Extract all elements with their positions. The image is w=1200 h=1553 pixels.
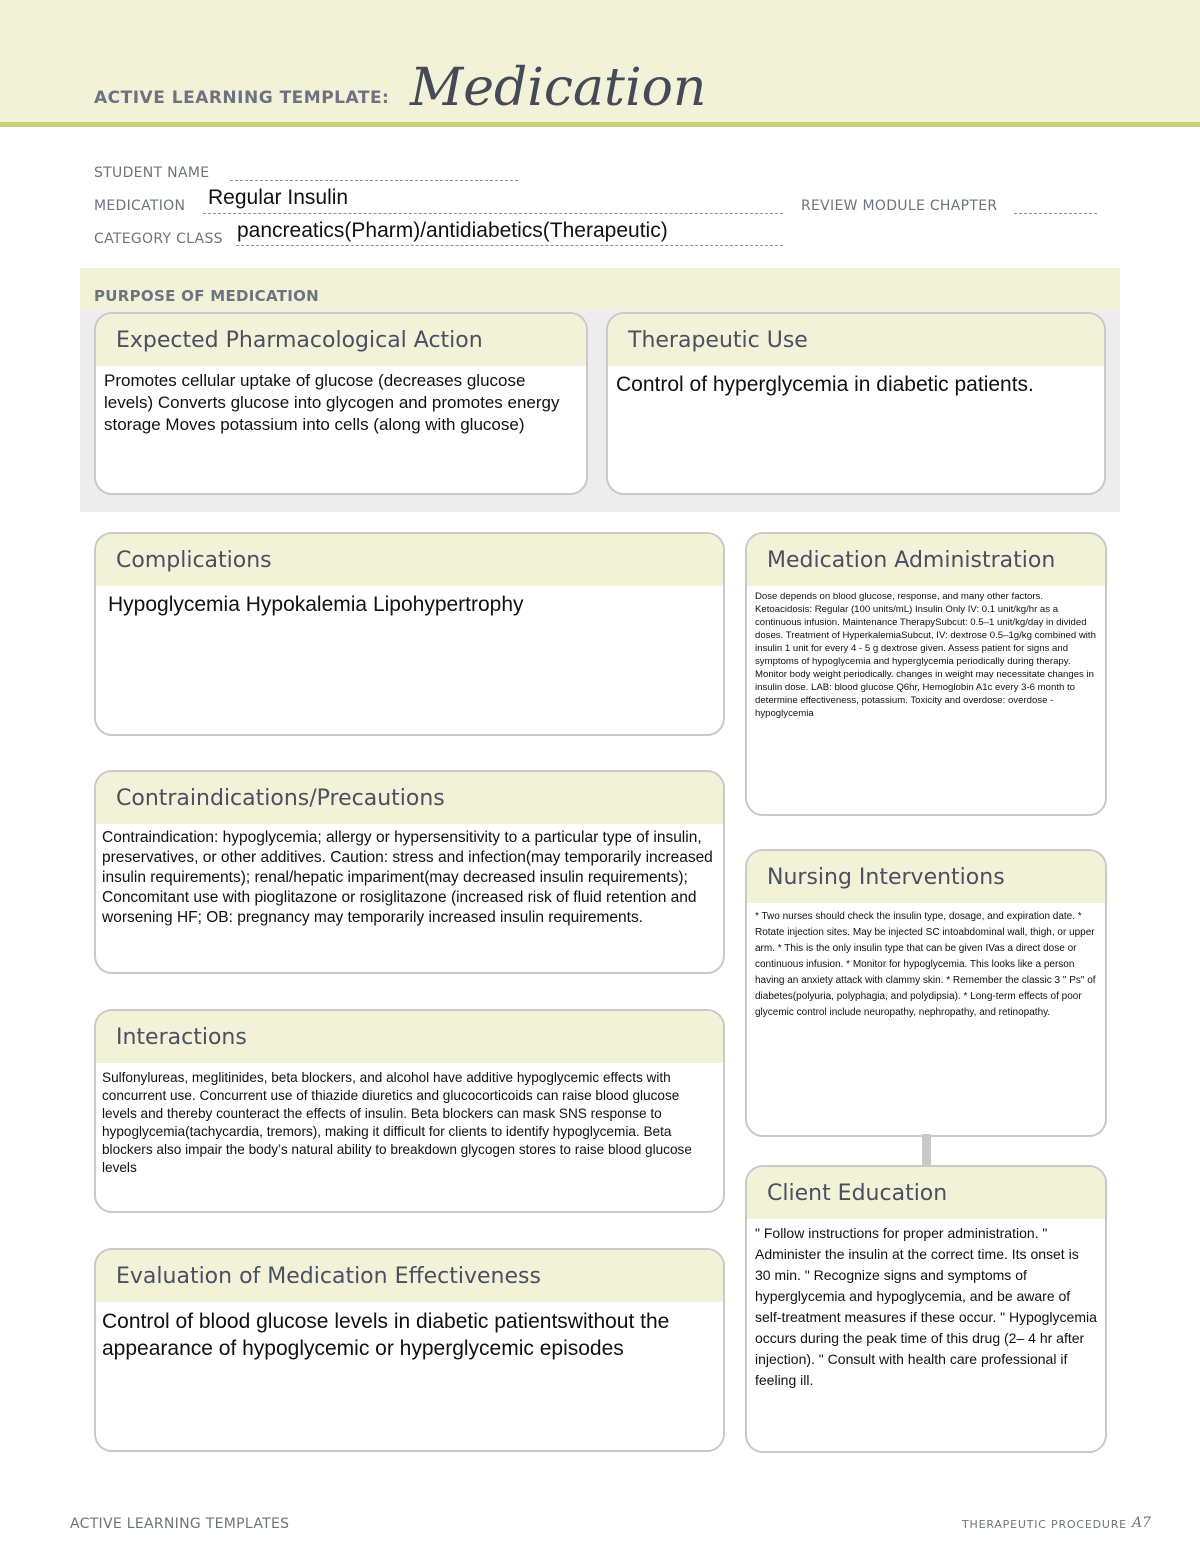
footer-right: THERAPEUTIC PROCEDURE bbox=[962, 1518, 1127, 1531]
category-class-label: CATEGORY CLASS bbox=[94, 231, 223, 247]
nursing-box bbox=[745, 849, 1107, 1137]
contraindications-box bbox=[94, 770, 725, 974]
page-title: Medication bbox=[410, 58, 707, 118]
student-name-label: STUDENT NAME bbox=[94, 165, 210, 181]
header-rule bbox=[0, 122, 1200, 127]
therapeutic-use-text[interactable]: Control of hyperglycemia in diabetic patients. bbox=[616, 373, 1034, 396]
expected-action-text[interactable]: Promotes cellular uptake of glucose (decreases glucose levels) Converts glucose into glycogen and promotes energy storage Moves potassium into cells (along with glucose) bbox=[104, 371, 560, 434]
medication-field-line bbox=[203, 213, 783, 214]
contraindications-text[interactable]: Contraindication: hypoglycemia; allergy or hypersensitivity to a particular type of insulin, preservatives, or other additives. Caution: stress and infection(may temporarily increased insulin requirements); renal/hepatic impariment(may decreased insulin requirements); Concomitant use with pioglitazone or rosiglitazone (increased risk of fluid retention and worsening HF; OB: pregnancy may temporarily increased insulin requirements. bbox=[102, 829, 713, 926]
footer-left: ACTIVE LEARNING TEMPLATES bbox=[70, 1516, 290, 1532]
nursing-text[interactable]: * Two nurses should check the insulin type, dosage, and expiration date. * Rotate injection sites. May be injected SC intoabdominal wall, thigh, or upper arm. * This is the only insulin type that can be given IVas a direct dose or continuous infusion. * Monitor for hypoglycemia. This looks like a person having an anxiety attack with clammy skin. * Remember the classic 3 " Ps" of diabetes(polyuria, polyphagia, and polydipsia). * Long-term effects of poor glycemic control include neuropathy, nephropathy, and retinopathy. bbox=[755, 911, 1096, 1018]
review-module-field[interactable] bbox=[1014, 213, 1097, 214]
category-class-field[interactable]: pancreatics(Pharm)/antidiabetics(Therapeutic) bbox=[237, 219, 668, 242]
category-field-line bbox=[236, 245, 783, 246]
therapeutic-use-box bbox=[606, 312, 1106, 495]
administration-title: Medication Administration bbox=[747, 534, 1105, 586]
client-education-title: Client Education bbox=[747, 1167, 1105, 1219]
expected-action-title: Expected Pharmacological Action bbox=[96, 314, 586, 366]
evaluation-box bbox=[94, 1248, 725, 1452]
review-module-label: REVIEW MODULE CHAPTER bbox=[801, 198, 998, 214]
administration-text[interactable]: Dose depends on blood glucose, response, and many other factors. Ketoacidosis: Regular (100 units/mL) Insulin Only IV: 0.1 unit/kg/hr as a continuous infusion. Maintenance TherapySubcut: 0.5–1 unit/kg/day in divided doses. Treatment of HyperkalemiaSubcut, IV: dextrose 0.5–1g/kg combined with insulin 1 unit for every 4 - 5 g dextrose given. Assess patient for signs and symptoms of hypoglycemia and hyperglycemia periodically during therapy. Monitor body weight periodically. changes in weight may necessitate changes in insulin dose. LAB: blood glucose Q6hr, Hemoglobin A1c every 3-6 month to determine effectiveness, potassium. Toxicity and overdose: overdose - hypoglycemia bbox=[755, 591, 1096, 719]
administration-box bbox=[745, 532, 1107, 816]
therapeutic-use-title: Therapeutic Use bbox=[608, 314, 1104, 366]
interactions-title: Interactions bbox=[96, 1011, 723, 1063]
nursing-title: Nursing Interventions bbox=[747, 851, 1105, 903]
evaluation-title: Evaluation of Medication Effectiveness bbox=[96, 1250, 723, 1302]
template-label: ACTIVE LEARNING TEMPLATE: bbox=[94, 88, 390, 108]
interactions-box bbox=[94, 1009, 725, 1213]
student-name-field[interactable] bbox=[230, 180, 518, 181]
medication-label: MEDICATION bbox=[94, 198, 186, 214]
expected-action-box bbox=[94, 312, 588, 495]
evaluation-text[interactable]: Control of blood glucose levels in diabetic patientswithout the appearance of hypoglycemic or hyperglycemic episodes bbox=[102, 1310, 670, 1360]
interactions-text[interactable]: Sulfonylureas, meglitinides, beta blockers, and alcohol have additive hypoglycemic effects with concurrent use. Concurrent use of thiazide diuretics and glucocorticoids can raise blood glucose levels and thereby counteract the effects of insulin. Beta blockers can mask SNS response to hypoglycemia(tachycardia, tremors), making it difficult for clients to identify hypoglycemia. Beta blockers also impair the body’s natural ability to breakdown glycogen stores to raise blood glucose levels bbox=[102, 1070, 692, 1175]
client-education-text[interactable]: " Follow instructions for proper administration. " Administer the insulin at the correct time. Its onset is 30 min. " Recognize signs and symptoms of hyperglycemia and hypoglycemia, and be aware of self-treatment measures if these occur. " Hypoglycemia occurs during the peak time of this drug (2– 4 hr after injection). " Consult with health care professional if feeling ill. bbox=[755, 1225, 1097, 1388]
page-number: A7 bbox=[1132, 1515, 1152, 1531]
complications-box bbox=[94, 532, 725, 736]
client-education-box bbox=[745, 1165, 1107, 1453]
connector-bar bbox=[922, 1134, 931, 1166]
complications-title: Complications bbox=[96, 534, 723, 586]
medication-field[interactable]: Regular Insulin bbox=[208, 186, 349, 209]
complications-text[interactable]: Hypoglycemia Hypokalemia Lipohypertrophy bbox=[108, 593, 524, 616]
contraindications-title: Contraindications/Precautions bbox=[96, 772, 723, 824]
purpose-title: PURPOSE OF MEDICATION bbox=[94, 287, 320, 305]
